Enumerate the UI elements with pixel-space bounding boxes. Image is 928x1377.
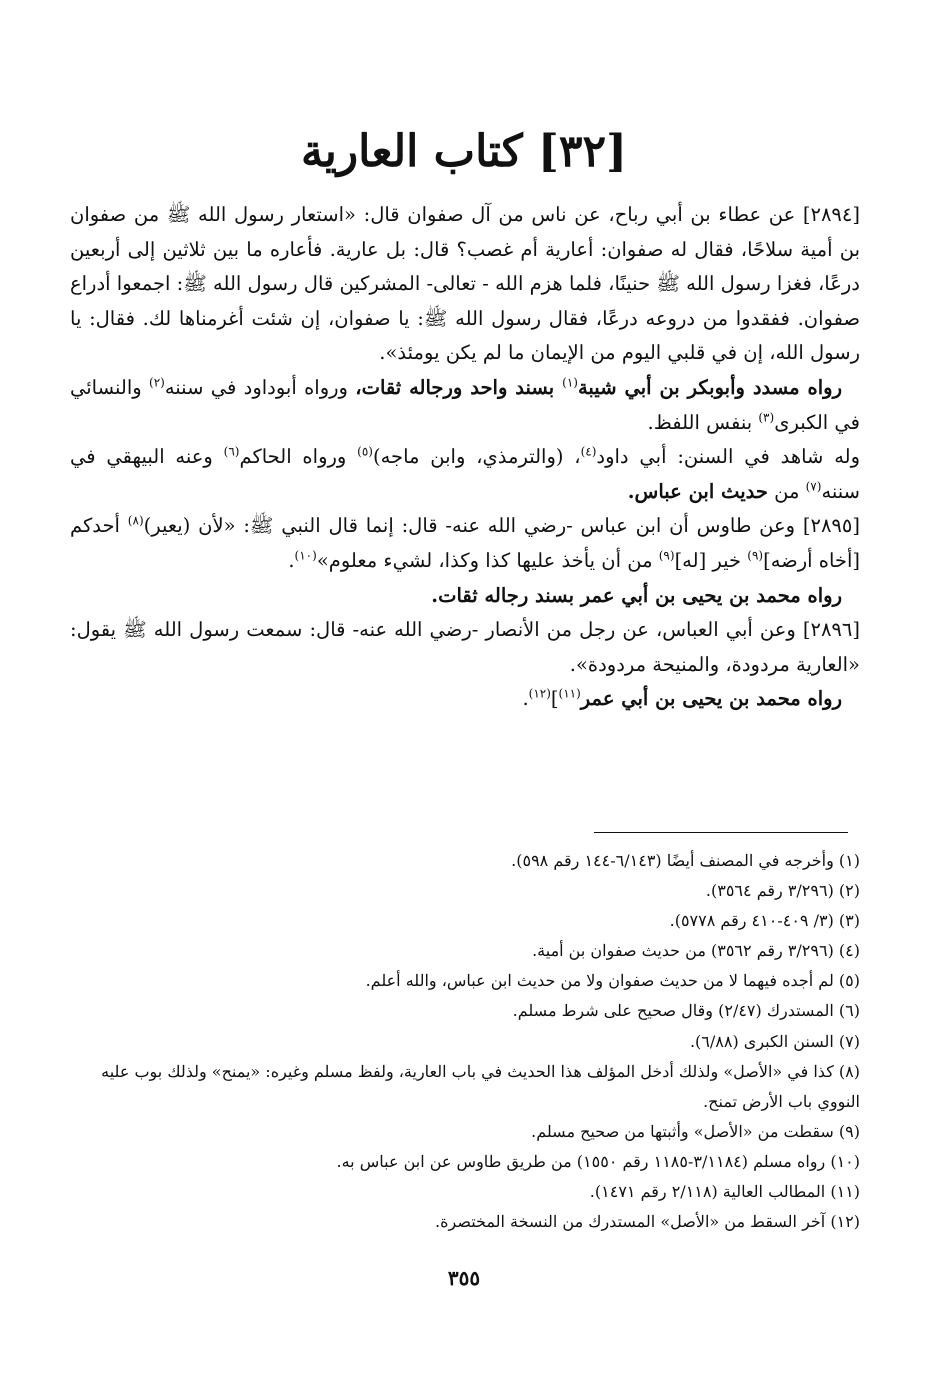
footnote-ref-8[interactable]: (٨) xyxy=(127,513,144,528)
hadith-2895 xyxy=(70,509,860,578)
footnote-item: (١١) المطالب العالية (٢/١١٨ رقم ١٤٧١). xyxy=(589,1182,860,1202)
footnote-ref-3[interactable]: (٣) xyxy=(758,410,775,425)
hadith-text: خير [له] xyxy=(674,548,748,572)
narration-text: والنسائي في الكبرى xyxy=(70,375,860,434)
hadith-2896: [٢٨٩٦] وعن أبي العباس، عن رجل من الأنصار -رضي الله عنه- قال: سمعت رسول الله ﷺ يقول: «العارية مردودة، والمنيحة مردودة». xyxy=(70,618,860,676)
footnote-ref-11[interactable]: (١١) xyxy=(558,686,581,701)
narration-text: رواه مسدد وأبوبكر بن أبي شيبة xyxy=(577,375,842,399)
footnote-item: (٣) (٣/ ٤٠٩-٤١٠ رقم ٥٧٧٨). xyxy=(669,911,860,931)
narration-text: وعنه البيهقي في سننه xyxy=(70,445,860,503)
footnote-ref-10[interactable]: (١٠) xyxy=(294,548,317,563)
footnote-item: (٩) سقطت من «الأصل» وأثبتها من صحيح مسلم. xyxy=(531,1121,860,1141)
period: . xyxy=(522,687,529,711)
footnote-ref-7[interactable]: (٧) xyxy=(805,479,822,494)
narration-text: وله شاهد في السنن: أبي داود xyxy=(596,445,861,469)
footnote-ref-2[interactable]: (٢) xyxy=(149,375,165,390)
footnote-item: (٤) (٣/٢٩٦ رقم ٣٥٦٢) من حديث صفوان بن أمية. xyxy=(532,941,860,961)
bracket-close: ] xyxy=(550,687,559,711)
footnote-item: (٢) (٣/٢٩٦ رقم ٣٥٦٤). xyxy=(705,881,860,901)
footnote-item: (٦) المستدرك (٢/٤٧) وقال صحيح على شرط مسلم. xyxy=(512,1001,860,1021)
footnote-ref-9[interactable]: (٩) xyxy=(747,548,764,563)
narration-text: ورواه أبوداود في سننه xyxy=(164,375,356,399)
hadith-text: من أن يأخذ عليها كذا وكذا، لشيء معلوم» xyxy=(316,548,659,572)
footnote-item: (١٢) آخر السقط من «الأصل» المستدرك من النسخة المختصرة. xyxy=(435,1212,860,1232)
footnote-ref-9b[interactable]: (٩) xyxy=(658,548,675,563)
footnote-item: (٥) لم أجده فيهما لا من حديث صفوان ولا من حديث ابن عباس، والله أعلم. xyxy=(365,971,860,991)
narration-text: حديث ابن عباس. xyxy=(627,479,768,503)
narration-text: ورواه الحاكم xyxy=(239,445,358,469)
footnote-item: (١) وأخرجه في المصنف أيضًا (٦/١٤٣-١٤٤ رقم ٥٩٨). xyxy=(511,851,860,870)
main-text xyxy=(70,198,860,717)
narration-text: رواه محمد بن يحيى بن أبي عمر xyxy=(580,687,842,711)
narration-text: من xyxy=(767,479,806,503)
narration-text: بنفس اللفظ. xyxy=(647,410,759,434)
hadith-2895-sources: رواه محمد بن يحيى بن أبي عمر بسند رجاله ثقات. xyxy=(431,583,842,607)
hadith-text: . xyxy=(288,548,295,572)
footnote-ref-5[interactable]: (٥) xyxy=(357,444,373,459)
chapter-title: [٣٢] كتاب العارية xyxy=(301,126,627,177)
footnote-ref-12[interactable]: (١٢) xyxy=(528,686,551,701)
narration-text: بسند واحد ورجاله ثقات، xyxy=(355,375,563,399)
footnote-ref-1[interactable]: (١) xyxy=(562,375,578,390)
hadith-2894: [٢٨٩٤] عن عطاء بن أبي رباح، عن ناس من آل صفوان قال: «استعار رسول الله ﷺ من صفوان بن أمية سلاحًا، فقال له صفوان: أعارية أم غصب؟ قال: بل عارية. فأعاره ما بين ثلاثين إلى أربعين درعًا، فغزا رسول الله ﷺ حنينًا، فلما هزم الله - تعالى- المشركين قال رسول الله ﷺ: اجمعوا أدراع صفوان. ففقدوا من دروعه درعًا، فقال رسول الله ﷺ: يا صفوان، إن شئت أغرمناها لك. فقال: يا رسول الله، إن في قلبي اليوم من الإيمان ما لم يكن يومئذ». xyxy=(70,203,860,365)
footnote-separator xyxy=(594,832,848,833)
footnotes-list xyxy=(70,846,860,1237)
hadith-2894-witness xyxy=(70,440,860,509)
hadith-text: [٢٨٩٥] وعن طاوس أن ابن عباس -رضي الله عنه- قال: إنما قال النبي ﷺ: «لأن (يعير) xyxy=(143,514,860,538)
footnote-ref-4[interactable]: (٤) xyxy=(580,444,597,459)
page-number: ٣٥٥ xyxy=(447,1266,481,1290)
footnote-ref-6[interactable]: (٦) xyxy=(223,444,240,459)
hadith-text: أحدكم [أخاه أرضه] xyxy=(70,514,860,572)
hadith-2896-sources xyxy=(70,682,860,717)
footnote-item: (٧) السنن الكبرى (٦/٨٨). xyxy=(689,1031,860,1051)
narration-text: ، (والترمذي، وابن ماجه) xyxy=(372,445,581,469)
hadith-2894-sources xyxy=(70,371,860,440)
footnote-item: (٨) كذا في «الأصل» ولذلك أدخل المؤلف هذا الحديث في باب العارية، ولفظ مسلم وغيره: «يمنح» ولذلك بوب عليه النووي باب الأرض تمنح. xyxy=(101,1061,860,1111)
footnote-item: (١٠) رواه مسلم (٣/١١٨٤-١١٨٥ رقم ١٥٥٠) من طريق طاوس عن ابن عباس به. xyxy=(336,1151,860,1171)
